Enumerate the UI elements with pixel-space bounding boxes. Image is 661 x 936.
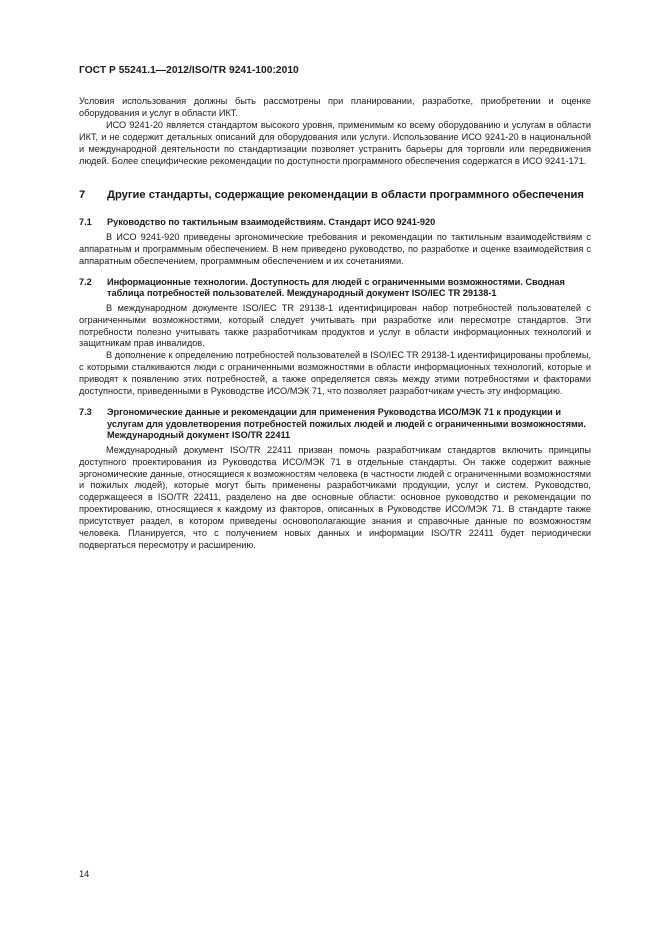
section-7-1-number: 7.1 bbox=[79, 217, 92, 228]
section-7-2-heading bbox=[79, 277, 591, 300]
section-7-3-heading bbox=[79, 407, 591, 442]
section-7-1-title: Руководство по тактильным взаимодействиям. Стандарт ИСО 9241-920 bbox=[107, 217, 436, 228]
section-7-title: Другие стандарты, содержащие рекомендации в области программного обеспечения bbox=[107, 189, 584, 202]
section-7-3-number: 7.3 bbox=[79, 406, 92, 417]
document-body bbox=[79, 96, 591, 552]
document-header: ГОСТ Р 55241.1—2012/ISO/TR 9241-100:2010 bbox=[79, 65, 299, 76]
intro-paragraph-1: Условия использования должны быть рассмотрены при планировании, разработке, приобретении и оценке оборудования и услуг в области ИКТ. bbox=[79, 96, 591, 118]
section-7-1-heading bbox=[79, 217, 591, 229]
section-7-2-title: Информационные технологии. Доступность для людей с ограниченными возможностями. Сводная таблица потребностей пользователей. Международный документ ISO/IEC TR 29138-1 bbox=[107, 276, 565, 299]
intro-paragraph-2: ИСО 9241-20 является стандартом высокого уровня, применимым ко всему оборудованию и услугам в области ИКТ, и не содержит детальных описаний для оборудования или услуги. Использование ИСО 9241-20 в национальной и международной деятельности по стандартизации позволяет устранить барьеры для торговли или передвижения людей. Более специфические рекомендации по доступности программного обеспечения содержатся в ИСО 9241-171. bbox=[79, 119, 591, 166]
section-7-2-number: 7.2 bbox=[79, 276, 92, 287]
page-number: 14 bbox=[79, 869, 90, 879]
section-7-2-paragraph-2: В дополнение к определению потребностей пользователей в ISO/IEC TR 29138-1 идентифицированы проблемы, с которыми сталкиваются люди с ограниченными возможностями в области информационных технологий, которые и приводят к появлению этих потребностей, а также определяется связь между этими потребностями и факторами доступности, приведенными в Руководстве ИСО/МЭК 71, что позволяет разработчикам учесть эту информацию. bbox=[79, 350, 591, 397]
section-7-1-paragraph-1: В ИСО 9241-920 приведены эргономические требования и рекомендации по тактильным взаимодействиям с аппаратным и программным обеспечением. В нем приведено руководство, по разработке и оценке взаимодействия с аппаратным обеспечением, программным обеспечением и их сочетаниями. bbox=[79, 231, 591, 266]
section-7-2-paragraph-1: В международном документе ISO/IEC TR 29138-1 идентифицирован набор потребностей пользователей с ограниченными возможностями, который следует учитывать при разработке или пересмотре стандартов. Эти потребности полезно учитывать также разработчикам продуктов и услуг в области информационных технологий и защитникам прав инвалидов. bbox=[79, 302, 591, 349]
section-7-3-title: Эргономические данные и рекомендации для применения Руководства ИСО/МЭК 71 к продукции и услугам для удовлетворения потребностей пожилых людей и людей с ограниченными возможностями. Международный документ ISO/TR 22411 bbox=[107, 406, 586, 441]
section-7-number: 7 bbox=[79, 189, 86, 202]
section-7-3-paragraph-1: Международный документ ISO/TR 22411 призван помочь разработчикам стандартов включить принципы доступного проектирования из Руководства ИСО/МЭК 71 в отдельные стандарты. Он также содержит важные эргономические данные, относящиеся к возможностям человека (в частности людей с ограниченными возможностями и пожилых людей), которые могут быть применены разработчиками продукции, услуг и систем. Руководство, содержащееся в ISO/TR 22411, разделено на две основные области: основное руководство и рекомендации по проектированию, относящиеся к каждому из факторов, описанных в Руководстве ИСО/МЭК 71. В стандарте также присутствует раздел, в котором приведены основополагающие знания и справочные данные по возможностям человека. Планируется, что с получением новых данных и информации ISO/TR 22411 будет периодически подвергаться пересмотру и расширению. bbox=[79, 444, 591, 551]
section-7-heading bbox=[79, 189, 591, 203]
